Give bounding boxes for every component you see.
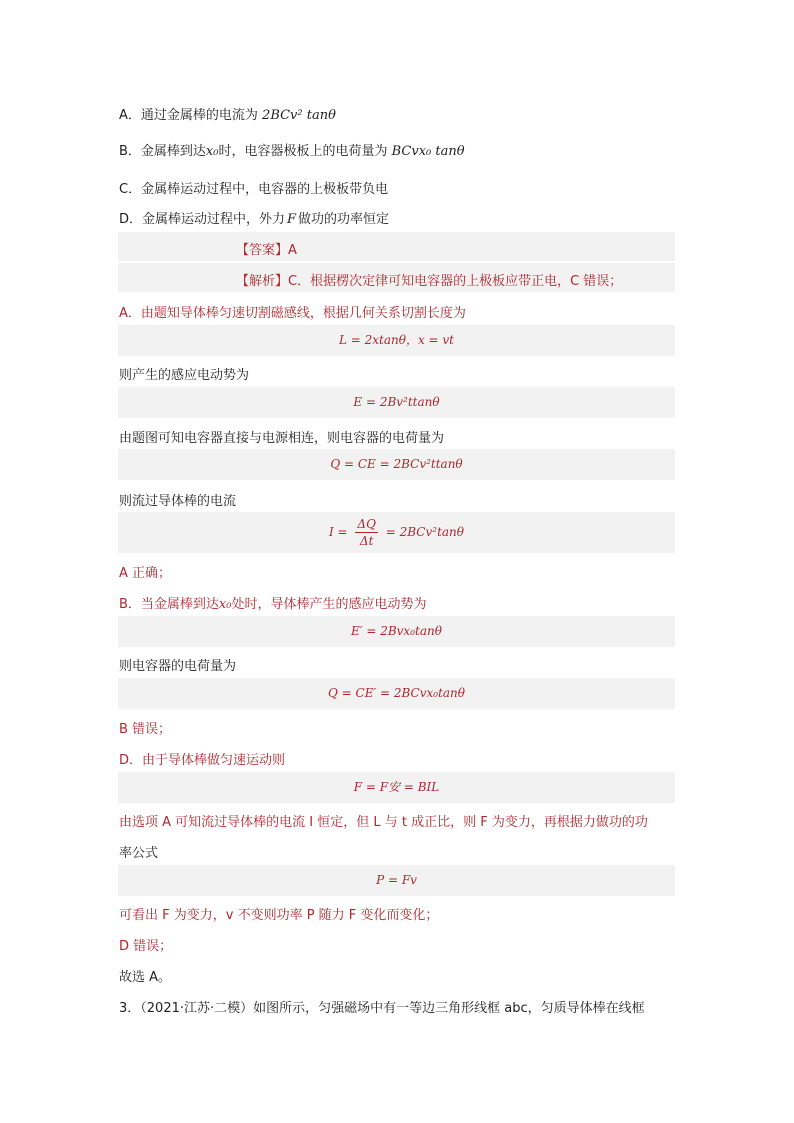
option-a-text: A．通过金属棒的电流为 (119, 108, 258, 123)
d-text-line1: 由选项 A 可知流过导体棒的电流 I 恒定，但 L 与 t 成正比，则 F 为变力，再根据力做功的功 (119, 815, 648, 830)
analysis-line (236, 270, 622, 289)
equation-current-fraction (355, 516, 378, 549)
fraction-denominator: Δt (359, 534, 374, 548)
emf-intro: 则产生的感应电动势为 (119, 368, 250, 383)
next-question: 3．（2021·江苏·二模）如图所示，匀强磁场中有一等边三角形线框 abc，匀质导体棒在线框 (119, 1001, 645, 1016)
analysis-band (118, 263, 675, 292)
charge-intro: 由题图可知电容器直接与电源相连，则电容器的电荷量为 (119, 431, 445, 446)
b-charge-intro: 则电容器的电荷量为 (119, 659, 237, 674)
option-a (119, 104, 336, 123)
analysis-label: 【解析】 (236, 274, 289, 289)
d-text-line3: 可看出 F 为变力，v 不变则功率 P 随力 F 变化而变化； (119, 908, 439, 923)
option-d-prefix: D．金属棒运动过程中，外力 (119, 212, 286, 227)
option-b-var: x₀ (205, 144, 219, 159)
analysis-c: C．根据楞次定律可知电容器的上极板应带正电，C 错误； (288, 274, 623, 289)
equation-charge: Q = CE = 2BCv²ttanθ (118, 449, 675, 480)
equation-current-rhs: = 2BCv²tanθ (385, 525, 465, 539)
solution-d-intro: D．由于导体棒做匀速运动则 (119, 753, 286, 768)
d-wrong: D 错误； (119, 939, 173, 954)
solution-b-intro (119, 593, 426, 612)
conclusion: 故选 A。 (119, 970, 172, 985)
b-wrong: B 错误； (119, 722, 172, 737)
equation-charge-b: Q = CE′ = 2BCvx₀tanθ (118, 678, 675, 709)
option-b (119, 140, 465, 159)
solution-a-intro: A．由题知导体棒匀速切割磁感线，根据几何关系切割长度为 (119, 306, 466, 321)
option-d-suffix: 做功的功率恒定 (298, 212, 390, 227)
equation-emf-b: E′ = 2Bvx₀tanθ (118, 616, 675, 647)
b-intro-var: x₀ (218, 597, 232, 612)
equation-current-lhs: I = (328, 525, 348, 539)
option-b-mid: 时，电容器极板上的电荷量为 (218, 144, 388, 159)
equation-power: P = Fv (118, 865, 675, 896)
equation-length: L = 2xtanθ，x = vt (118, 325, 675, 356)
equation-emf: E = 2Bv²ttanθ (118, 387, 675, 418)
equation-current (118, 512, 675, 553)
answer-band (118, 232, 675, 261)
current-intro: 则流过导体棒的电流 (119, 494, 237, 509)
d-text-line2: 率公式 (119, 846, 159, 861)
b-intro-prefix: B．当金属棒到达 (119, 597, 219, 612)
equation-force: F = F安 = BIL (118, 772, 675, 803)
option-b-formula: BCvx₀ tanθ (391, 144, 465, 159)
a-correct: A 正确； (119, 566, 172, 581)
option-c: C．金属棒运动过程中，电容器的上极板带负电 (119, 182, 389, 197)
option-d (119, 208, 389, 227)
answer-label: 【答案】A (236, 243, 297, 258)
option-a-formula: 2BCv² tanθ (262, 108, 336, 123)
option-d-var: F (287, 212, 297, 227)
b-intro-suffix: 处时，导体棒产生的感应电动势为 (231, 597, 427, 612)
fraction-numerator: ΔQ (357, 517, 376, 531)
option-b-prefix: B．金属棒到达 (119, 144, 206, 159)
